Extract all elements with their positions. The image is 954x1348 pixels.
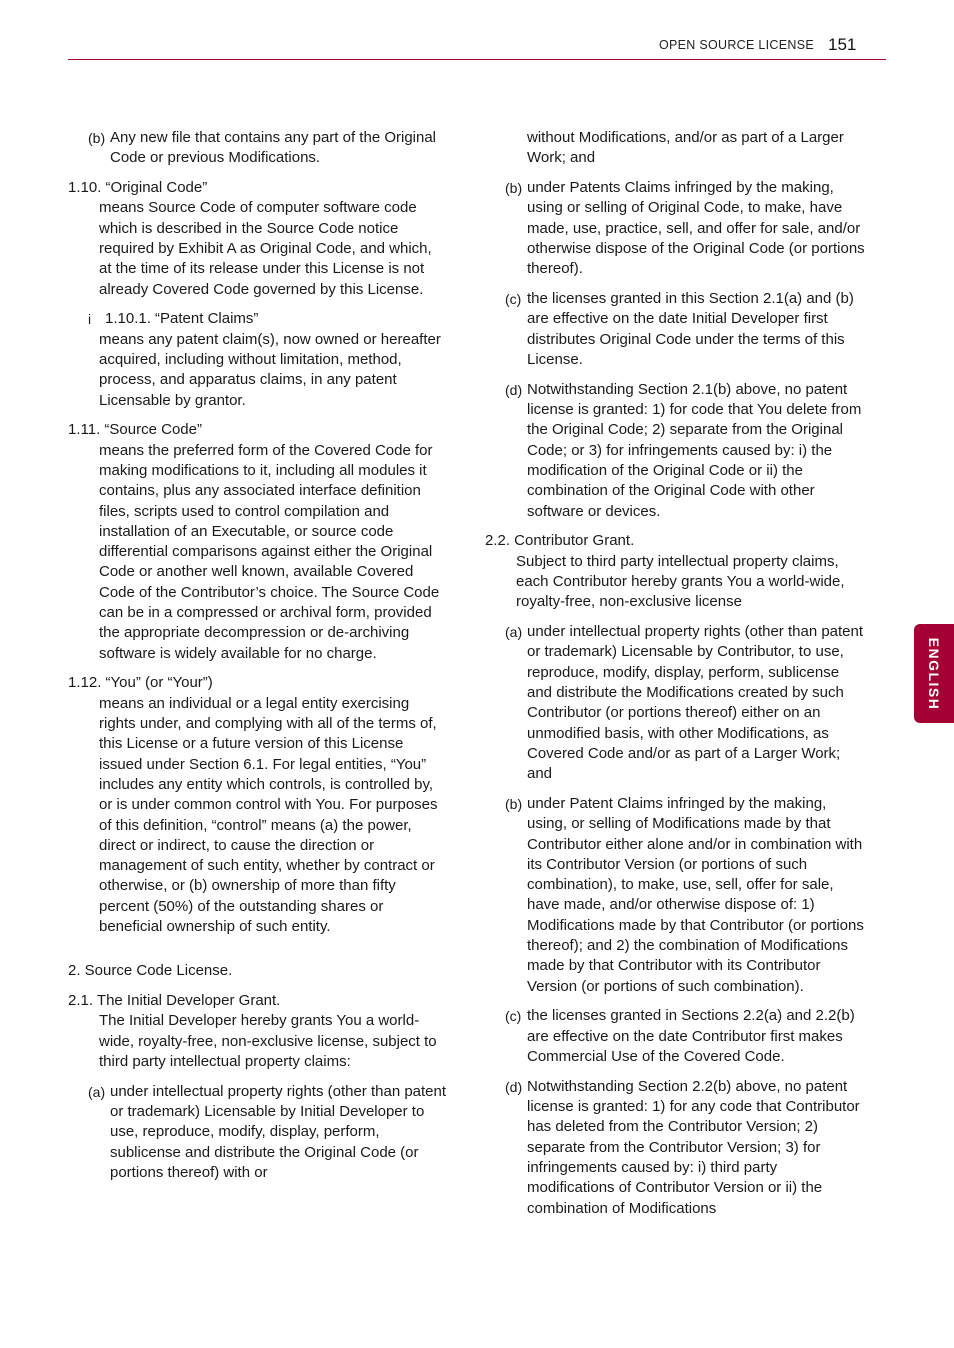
section-2 <box>68 961 448 981</box>
clause-text: under intellectual property rights (other than patent or trademark) Licensable by Initial Developer to use, reproduce, modify, display, perform, sublicense and distribute the Original Code (or portions thereof) with or <box>110 1082 447 1181</box>
clause-marker: (a) <box>505 624 523 641</box>
clause-text: under Patents Claims infringed by the making, using or selling of Original Code, to make, have made, use, practice, sell, and offer for sale, and/or otherwise dispose of the Original Code (or portions thereof). <box>527 179 865 278</box>
clause-2-2-a <box>485 622 865 784</box>
section-2-1 <box>68 991 448 1072</box>
clause-2-1-c <box>485 289 865 370</box>
clause-2-2-d <box>485 1077 865 1219</box>
header-divider <box>68 59 886 60</box>
clause-2-1-a <box>68 1082 448 1183</box>
section-heading: 1.11. “Source Code” <box>68 421 202 439</box>
clause-text: the licenses granted in Sections 2.2(a) and 2.2(b) are effective on the date Contributor first makes Commercial Use of the Covered Code. <box>527 1007 855 1065</box>
section-body: means Source Code of computer software code which is described in the Source Code notice required by Exhibit A as Original Code, and which, at the time of its release under this License is not already Covered Code governed by this License. <box>99 199 432 298</box>
section-1-10-1 <box>68 309 448 410</box>
section-heading: 2.1. The Initial Developer Grant. <box>68 992 281 1010</box>
section-heading: 1.10.1. “Patent Claims” <box>105 310 259 328</box>
clause-marker: (c) <box>505 1008 522 1025</box>
clause-marker: (d) <box>505 381 523 398</box>
section-body: means any patent claim(s), now owned or hereafter acquired, including without limitation, method, process, and apparatus claims, in any patent Licensable by grantor. <box>99 330 441 409</box>
clause-text: Any new file that contains any part of the Original Code or previous Modifications. <box>110 129 437 167</box>
clause-marker: (b) <box>88 130 106 146</box>
clause-text: Notwithstanding Section 2.2(b) above, no patent license is granted: 1) for any code that Contributor has deleted from the Contributor Version; 2) separate from the Contributor Version; 3) for infringements caused by: i) third party modifications of Contributor Version or ii) the combination of Modifications <box>527 1077 860 1217</box>
section-body: Subject to third party intellectual property claims, each Contributor hereby grants You a world-wide, royalty-free, non-exclusive license <box>516 552 845 611</box>
section-heading: 1.10. “Original Code” <box>68 179 208 197</box>
left-column <box>68 128 448 1183</box>
clause-text: Notwithstanding Section 2.1(b) above, no patent license is granted: 1) for code that You delete from the Original Code; 2) separate from the Original Code; or 3) for infringements caused by: i) the modification of the Original Code or ii) the combination of the Original Code with other software or devices. <box>527 380 862 520</box>
clause-2-1-a-continued: without Modifications, and/or as part of a Larger Work; and <box>527 129 844 167</box>
running-header-title: OPEN SOURCE LICENSE <box>658 38 814 52</box>
section-1-11 <box>68 420 448 664</box>
subsection-heading-row <box>68 309 448 329</box>
clause-marker: (d) <box>505 1078 523 1095</box>
clause-2-1-b <box>485 178 865 279</box>
clause-marker: (a) <box>88 1083 106 1100</box>
language-side-tab <box>914 624 954 723</box>
clause-new-file <box>68 128 448 169</box>
language-tab-label: ENGLISH <box>926 637 942 710</box>
clause-text: under Patent Claims infringed by the making, using, or selling of Modifications made by that Contributor either alone and/or in combination with its Contributor Version (or portions of such combination), to make, use, sell, offer for sale, have made, and/or otherwise dispose of: 1) Modifications made by that Contributor (or portions thereof); and 2) the combination of Modifications made by that Contributor with its Contributor Version (or portions of such combination). <box>527 794 864 995</box>
section-2-2 <box>485 531 865 612</box>
clause-marker: (b) <box>505 180 523 197</box>
section-body: The Initial Developer hereby grants You a world-wide, royalty-free, non-exclusive license, subject to third party intellectual property claims: <box>99 1012 437 1070</box>
clause-2-2-b <box>485 794 865 997</box>
clause-2-2-c <box>485 1006 865 1067</box>
subsection-marker: i <box>88 311 92 328</box>
right-column <box>485 128 865 1219</box>
clause-text: the licenses granted in this Section 2.1(a) and (b) are effective on the date Initial Developer first distributes Original Code under the terms of this License. <box>527 290 854 368</box>
clause-marker: (b) <box>505 795 523 812</box>
page-number: 151 <box>828 35 857 54</box>
clause-marker: (c) <box>505 291 522 308</box>
section-body: means an individual or a legal entity exercising rights under, and complying with all of the terms of, this License or a future version of this License issued under Section 6.1. For legal entities, “You” includes any entity which controls, is controlled by, or is under common control with You. For purposes of this definition, “control” means (a) the power, direct or indirect, to cause the direction or management of such entity, whether by contract or otherwise, or (b) ownership of more than fifty percent (50%) of the outstanding shares or beneficial ownership of such entity. <box>99 694 438 935</box>
section-heading: 2.2. Contributor Grant. <box>485 532 635 550</box>
clause-text: under intellectual property rights (other than patent or trademark) Licensable by Contributor, to use, reproduce, modify, display, perform, sublicense and distribute the Modifications created by such Contributor (or portions thereof) either on an unmodified basis, with other Modifications, as Covered Code and/or as part of a Larger Work; and <box>527 623 864 783</box>
section-heading: 2. Source Code License. <box>68 962 233 980</box>
clause-2-1-d <box>485 380 865 522</box>
section-1-12 <box>68 673 448 937</box>
section-1-10 <box>68 178 448 300</box>
section-body: means the preferred form of the Covered Code for making modifications to it, including all modules it contains, plus any associated interface definition files, scripts used to control compilation and installation of an Executable, or source code differential comparisons against either the Original Code or another well known, available Covered Code of the Contributor’s choice. The Source Code can be in a compressed or archival form, provided the appropriate decompression or de-archiving software is widely available for no charge. <box>99 441 440 662</box>
section-heading: 1.12. “You” (or “Your”) <box>68 674 213 692</box>
